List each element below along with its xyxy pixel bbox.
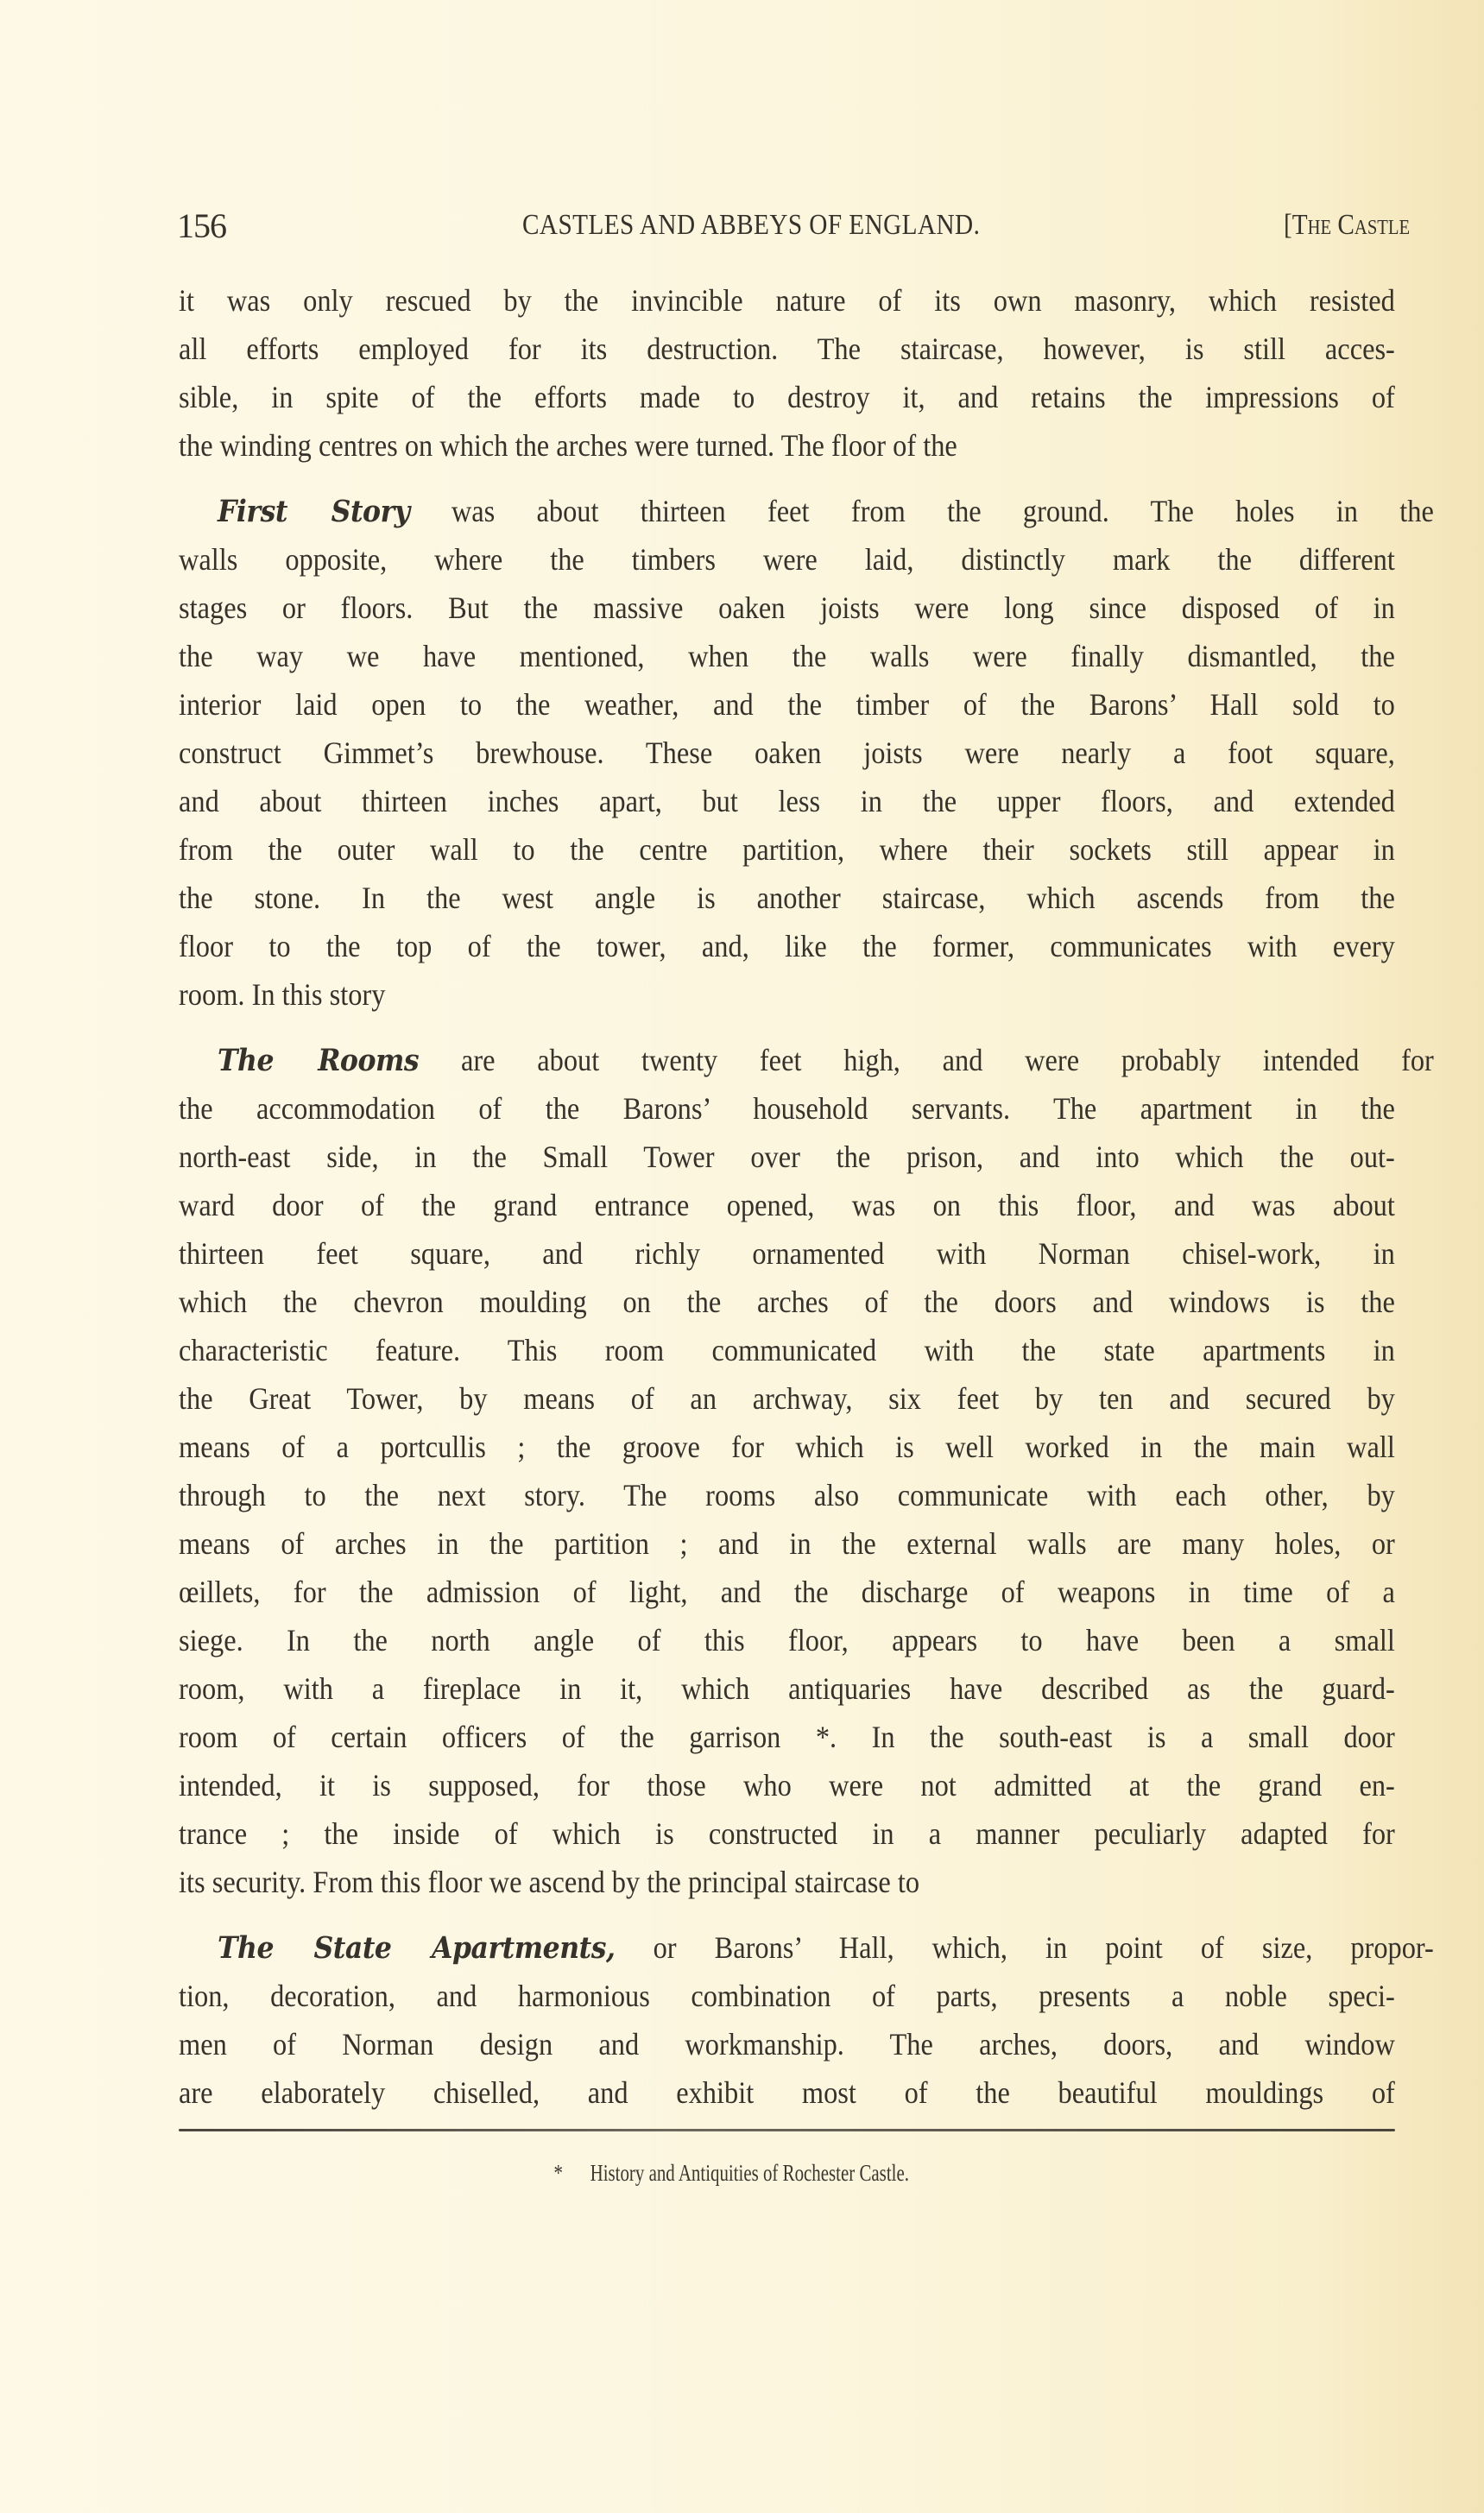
text-line: floor to the top of the tower, and, like the former, communicates with every <box>179 929 1395 963</box>
running-title: CASTLES AND ABBEYS OF ENGLAND. <box>522 209 981 241</box>
text-line: thirteen feet square, and richly ornamented with Norman chisel-work, in <box>179 1236 1395 1271</box>
text-line: the way we have mentioned, when the walls were finally dismantled, the <box>179 639 1395 673</box>
paragraph <box>179 1923 1434 2117</box>
text-line: characteristic feature. This room communicated with the state apartments in <box>179 1333 1395 1367</box>
text-line: tion, decoration, and harmonious combination of parts, presents a noble speci- <box>179 1979 1395 2013</box>
text-line: the Great Tower, by means of an archway, six feet by ten and secured by <box>179 1381 1395 1416</box>
text-line: and about thirteen inches apart, but less in the upper floors, and extended <box>179 784 1395 818</box>
text-line: intended, it is supposed, for those who were not admitted at the grand en- <box>179 1768 1395 1803</box>
text-line: from the outer wall to the centre partition, where their sockets still appear in <box>179 832 1395 867</box>
text-line: trance ; the inside of which is constructed in a manner peculiarly adapted for <box>179 1816 1395 1851</box>
footnote-marker: * <box>553 2160 563 2186</box>
body-text <box>179 276 1434 2117</box>
running-header <box>177 205 1484 247</box>
text-line: walls opposite, where the timbers were laid, distinctly mark the different <box>179 542 1395 577</box>
text-run: or Barons’ Hall, which, in point of size, propor- <box>615 1930 1434 1965</box>
text-line: room. In this story <box>179 977 386 1012</box>
footnote <box>0 2160 1484 2187</box>
text-line: ward door of the grand entrance opened, was on this floor, and was about <box>179 1188 1395 1222</box>
footnote-rule <box>179 2129 1395 2131</box>
text-line: stages or floors. But the massive oaken joists were long since disposed of in <box>179 590 1395 625</box>
text-run: are about twenty feet high, and were probably intended for <box>419 1043 1434 1077</box>
paragraph <box>179 276 1395 470</box>
text-line: which the chevron moulding on the arches of the doors and windows is the <box>179 1285 1395 1319</box>
section-heading: The State Apartments, <box>218 1930 616 1966</box>
text-line: north-east side, in the Small Tower over the prison, and into which the out- <box>179 1140 1395 1174</box>
text-line: means of arches in the partition ; and in the external walls are many holes, or <box>179 1526 1395 1561</box>
paragraph <box>179 1036 1434 1906</box>
text-line: all efforts employed for its destruction. The staircase, however, is still acces- <box>179 331 1395 366</box>
section-heading: First Story <box>218 494 410 529</box>
text-line: means of a portcullis ; the groove for which is well worked in the main wall <box>179 1430 1395 1464</box>
text-line: interior laid open to the weather, and the timber of the Barons’ Hall sold to <box>179 687 1395 722</box>
text-line: the winding centres on which the arches were turned. The floor of the <box>179 428 957 463</box>
text-run: was about thirteen feet from the ground. The holes in the <box>409 494 1434 528</box>
text-line: it was only rescued by the invincible nature of its own masonry, which resisted <box>179 283 1395 318</box>
text-line: the accommodation of the Barons’ household servants. The apartment in the <box>179 1091 1395 1126</box>
text-line: men of Norman design and workmanship. The arches, doors, and window <box>179 2027 1395 2062</box>
text-line: sible, in spite of the efforts made to destroy it, and retains the impressions of <box>179 380 1395 414</box>
text-line <box>179 1923 1434 1972</box>
text-line: room of certain officers of the garrison *. In the south-east is a small door <box>179 1720 1395 1754</box>
text-line: room, with a fireplace in it, which antiquaries have described as the guard- <box>179 1671 1395 1706</box>
text-line: siege. In the north angle of this floor, appears to have been a small <box>179 1623 1395 1657</box>
text-line: are elaborately chiselled, and exhibit most of the beautiful mouldings of <box>179 2075 1395 2110</box>
footnote-text: History and Antiquities of Rochester Castle. <box>590 2160 910 2186</box>
section-heading: The Rooms <box>218 1043 420 1078</box>
text-line <box>179 1036 1434 1084</box>
page-number: 156 <box>177 206 226 245</box>
text-line: œillets, for the admission of light, and the discharge of weapons in time of a <box>179 1575 1395 1609</box>
text-line: its security. From this floor we ascend by the principal staircase to <box>179 1865 920 1899</box>
text-line: the stone. In the west angle is another staircase, which ascends from the <box>179 881 1395 915</box>
text-line <box>179 487 1434 535</box>
running-section: [The Castle <box>1284 209 1411 241</box>
text-line: through to the next story. The rooms also communicate with each other, by <box>179 1478 1395 1512</box>
text-line: construct Gimmet’s brewhouse. These oaken joists were nearly a foot square, <box>179 736 1395 770</box>
paragraph <box>179 487 1434 1019</box>
